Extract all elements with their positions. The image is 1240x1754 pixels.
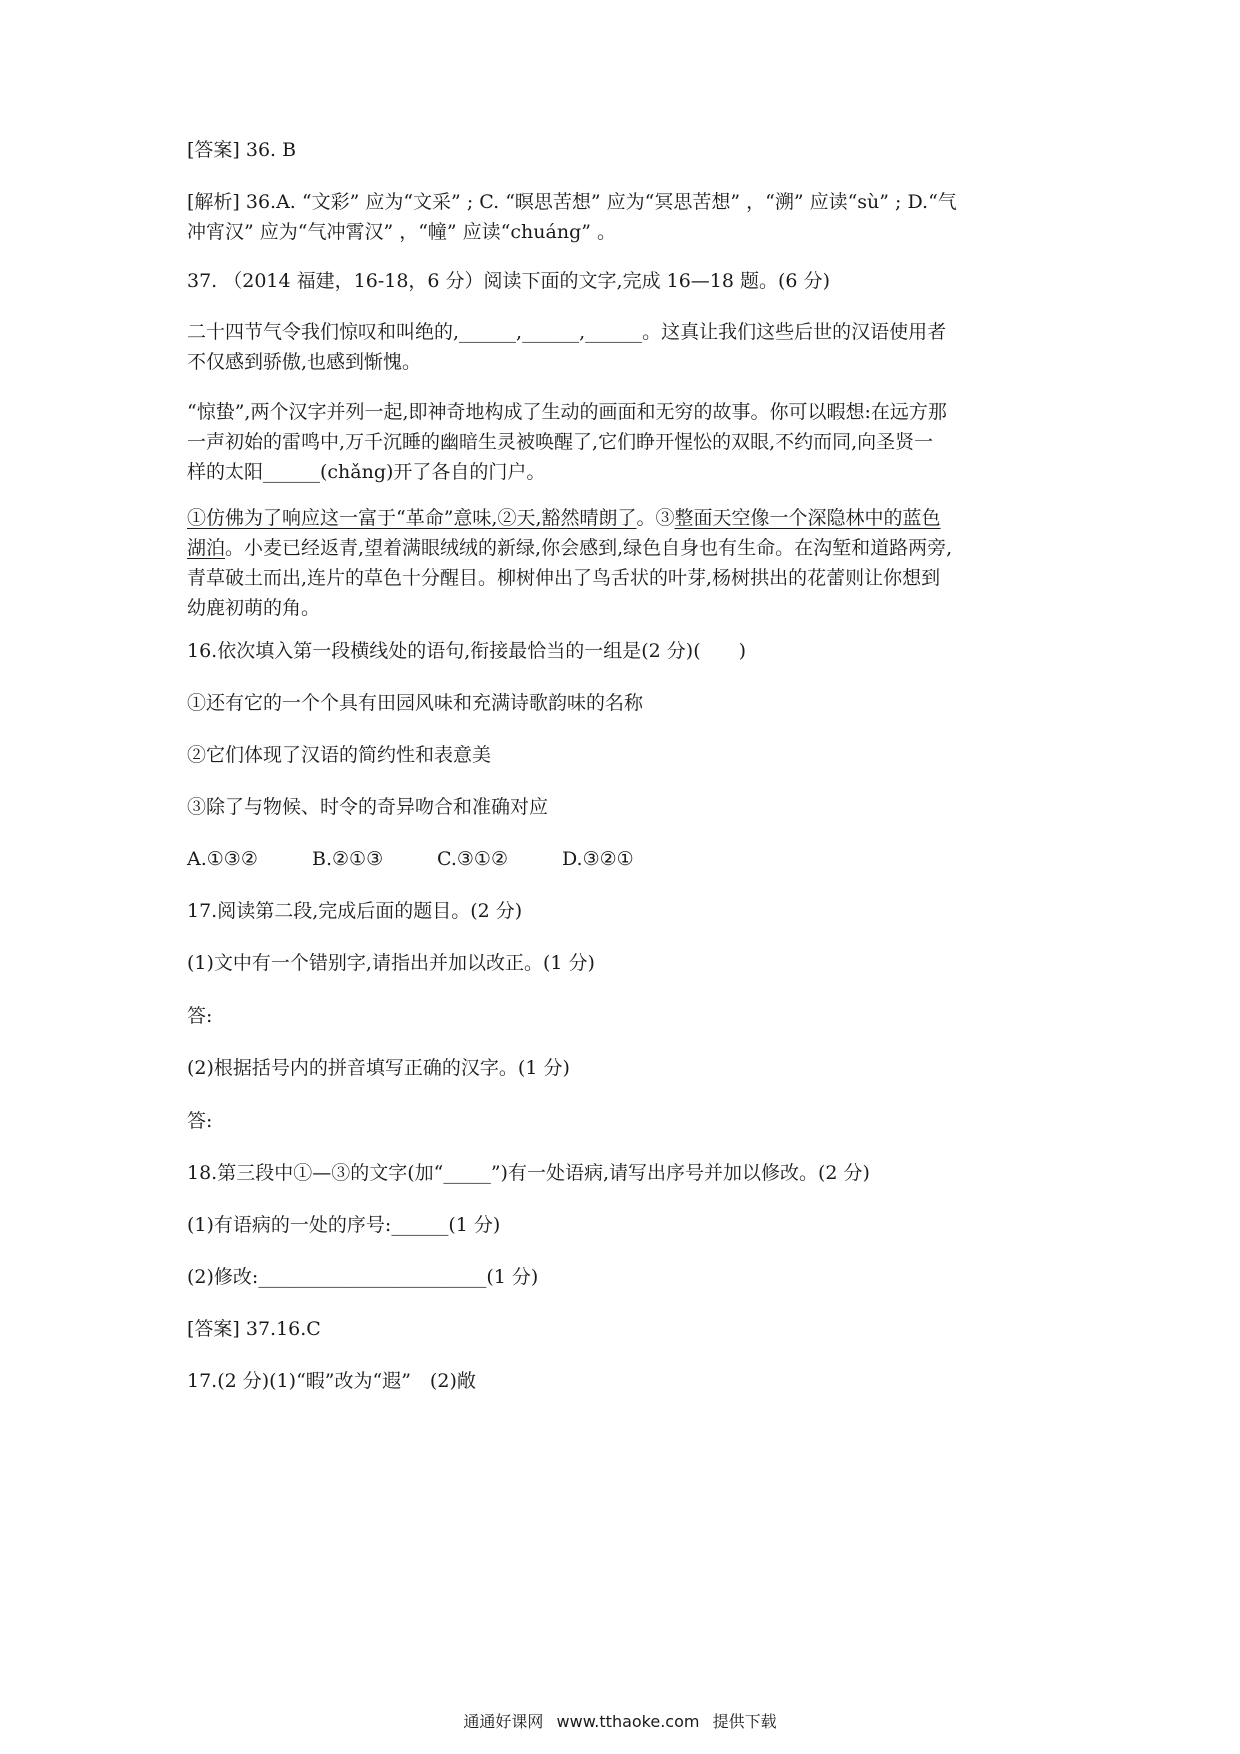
question-17-answer-2 bbox=[187, 1106, 1067, 1136]
passage-2-line-3: 样的太阳______(chǎng)开了各自的门户。 bbox=[187, 461, 546, 483]
passage-paragraph-1 bbox=[187, 317, 1067, 377]
underlined-sentence-3-end: 湖泊 bbox=[187, 537, 226, 559]
option-3-text: ③除了与物候、时令的奇异吻合和准确对应 bbox=[187, 796, 549, 818]
question-16-option-1 bbox=[187, 688, 1067, 718]
question-18-sub-2-text: (2)修改:________________________(1 分) bbox=[187, 1266, 539, 1288]
passage-paragraph-3 bbox=[187, 503, 1067, 623]
footer-site-name: 通通好课网 bbox=[463, 1712, 544, 1731]
question-16-stem bbox=[187, 636, 1067, 666]
underlined-sentence-1: ①仿佛为了响应这一富于“革命”意味, bbox=[187, 507, 498, 529]
answer-line-1: 答: bbox=[187, 1005, 213, 1027]
passage-2-line-1: “惊蛰”,两个汉字并列一起,即神奇地构成了生动的画面和无穷的故事。你可以暇想:在远方那 bbox=[187, 401, 947, 423]
underlined-sentence-3: 整面天空像一个深隐林中的蓝色 bbox=[674, 507, 941, 529]
choice-d: D.③②① bbox=[562, 848, 634, 870]
passage-3-line-4: 幼鹿初萌的角。 bbox=[187, 597, 321, 619]
passage-3-line-2 bbox=[187, 533, 1067, 563]
passage-3-connector: 。③ bbox=[636, 507, 675, 529]
analysis-36-line-2: 冲宵汉” 应为“气冲霄汉” ，“幢” 应读“chuáng” 。 bbox=[187, 221, 616, 243]
question-18-sub-1-text: (1)有语病的一处的序号:______(1 分) bbox=[187, 1214, 501, 1236]
question-17-sub-1 bbox=[187, 948, 1067, 978]
question-18-stem-text: 18.第三段中①—③的文字(加“_____”)有一处语病,请写出序号并加以修改。(2 分) bbox=[187, 1162, 870, 1184]
option-2-text: ②它们体现了汉语的简约性和表意美 bbox=[187, 744, 492, 766]
answer-37-text: [答案] 37.16.C bbox=[187, 1318, 321, 1340]
question-16-option-3 bbox=[187, 792, 1067, 822]
passage-paragraph-2 bbox=[187, 397, 1067, 487]
page-footer bbox=[0, 1712, 1240, 1732]
passage-3-line-1 bbox=[187, 503, 1067, 533]
question-17-stem bbox=[187, 896, 1067, 926]
answer-17 bbox=[187, 1366, 1067, 1396]
passage-3-line-3: 青草破土而出,连片的草色十分醒目。柳树伸出了鸟舌状的叶芽,杨树拱出的花蕾则让你想到 bbox=[187, 567, 941, 589]
question-18-sub-2 bbox=[187, 1262, 1067, 1292]
passage-1-line-2: 不仅感到骄傲,也感到惭愧。 bbox=[187, 351, 422, 373]
passage-1-line-1: 二十四节气令我们惊叹和叫绝的,______,______,______。这真让我们这些后世的汉语使用者 bbox=[187, 321, 947, 343]
passage-3-line-2-rest: 。小麦已经返青,望着满眼绒绒的新绿,你会感到,绿色自身也有生命。在沟堑和道路两旁, bbox=[225, 537, 953, 559]
analysis-36 bbox=[187, 187, 1067, 247]
analysis-36-line-1: [解析] 36.A. “文彩” 应为“文采” ; C. “暝思苦想” 应为“冥思苦想” ，“溯” 应读“sù” ; D.“气 bbox=[187, 191, 957, 213]
question-17-sub-2 bbox=[187, 1053, 1067, 1083]
question-16-option-2 bbox=[187, 740, 1067, 770]
answer-36 bbox=[187, 135, 1067, 165]
question-37-heading-text: 37. （2014 福建，16-18，6 分）阅读下面的文字,完成 16—18 题。(6 分) bbox=[187, 270, 830, 292]
question-17-answer-1 bbox=[187, 1001, 1067, 1031]
choice-a: A.①③② bbox=[187, 848, 258, 870]
footer-url: www.tthaoke.com bbox=[556, 1712, 700, 1731]
footer-note: 提供下载 bbox=[712, 1712, 777, 1731]
answer-37 bbox=[187, 1314, 1067, 1344]
question-16-stem-text: 16.依次填入第一段横线处的语句,衔接最恰当的一组是(2 分)( ) bbox=[187, 640, 747, 662]
choices-row bbox=[187, 844, 1067, 874]
option-1-text: ①还有它的一个个具有田园风味和充满诗歌韵味的名称 bbox=[187, 692, 644, 714]
question-17-stem-text: 17.阅读第二段,完成后面的题目。(2 分) bbox=[187, 900, 523, 922]
underlined-sentence-2: ②天,豁然晴朗了 bbox=[497, 507, 637, 529]
question-17-sub-1-text: (1)文中有一个错别字,请指出并加以改正。(1 分) bbox=[187, 952, 595, 974]
question-37-heading bbox=[187, 266, 1067, 296]
passage-2-line-2: 一声初始的雷鸣中,万千沉睡的幽暗生灵被唤醒了,它们睁开惺忪的双眼,不约而同,向圣贤一 bbox=[187, 431, 934, 453]
answer-17-text: 17.(2 分)(1)“暇”改为“遐” (2)敞 bbox=[187, 1370, 476, 1392]
question-18-sub-1 bbox=[187, 1210, 1067, 1240]
question-18-stem bbox=[187, 1158, 1067, 1188]
question-16-choices bbox=[187, 844, 1067, 874]
question-17-sub-2-text: (2)根据括号内的拼音填写正确的汉字。(1 分) bbox=[187, 1057, 570, 1079]
choice-b: B.②①③ bbox=[312, 848, 384, 870]
answer-36-text: [答案] 36. B bbox=[187, 139, 297, 161]
answer-line-2: 答: bbox=[187, 1110, 213, 1132]
choice-c: C.③①② bbox=[437, 848, 508, 870]
